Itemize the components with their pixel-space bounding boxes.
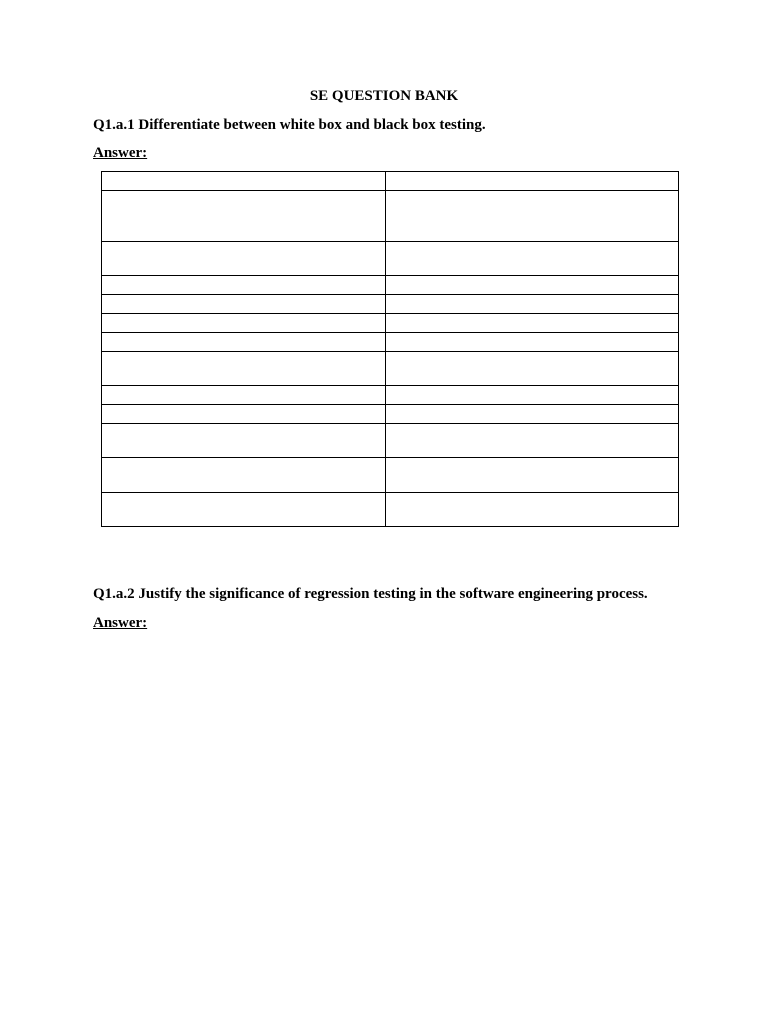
table-cell [102, 352, 386, 386]
table-cell [386, 333, 679, 352]
table-cell [102, 295, 386, 314]
page-title: SE QUESTION BANK [309, 88, 459, 104]
table-cell [386, 352, 679, 386]
answer-label-q1-a-2: Answer: [93, 615, 148, 631]
table-cell [386, 493, 679, 527]
table-cell [386, 424, 679, 458]
table-row [102, 242, 679, 276]
table-row [102, 276, 679, 295]
table-cell [102, 333, 386, 352]
table-cell [102, 276, 386, 295]
table-row [102, 314, 679, 333]
table-cell [386, 386, 679, 405]
answer-label-q1-a-1: Answer: [93, 145, 148, 161]
table-cell [102, 458, 386, 493]
table-row [102, 405, 679, 424]
table-cell [386, 314, 679, 333]
table-row [102, 493, 679, 527]
table-cell [102, 242, 386, 276]
table-cell [102, 191, 386, 242]
table-cell [102, 405, 386, 424]
table-row [102, 386, 679, 405]
table-cell [386, 172, 679, 191]
table-cell [386, 405, 679, 424]
table-row [102, 458, 679, 493]
table-row [102, 352, 679, 386]
table-row [102, 172, 679, 191]
table-cell [102, 172, 386, 191]
question-q1-a-2: Q1.a.2 Justify the significance of regression testing in the software engineering process. [93, 586, 648, 602]
table-cell [386, 295, 679, 314]
table-cell [386, 242, 679, 276]
table-row [102, 295, 679, 314]
table-row [102, 333, 679, 352]
table-row [102, 424, 679, 458]
table-cell [102, 424, 386, 458]
table-row [102, 191, 679, 242]
table-cell [386, 191, 679, 242]
question-q1-a-1: Q1.a.1 Differentiate between white box and black box testing. [93, 117, 486, 133]
comparison-table [101, 171, 679, 527]
table-cell [102, 386, 386, 405]
table-cell [102, 493, 386, 527]
table-cell [102, 314, 386, 333]
table-cell [386, 458, 679, 493]
table-cell [386, 276, 679, 295]
